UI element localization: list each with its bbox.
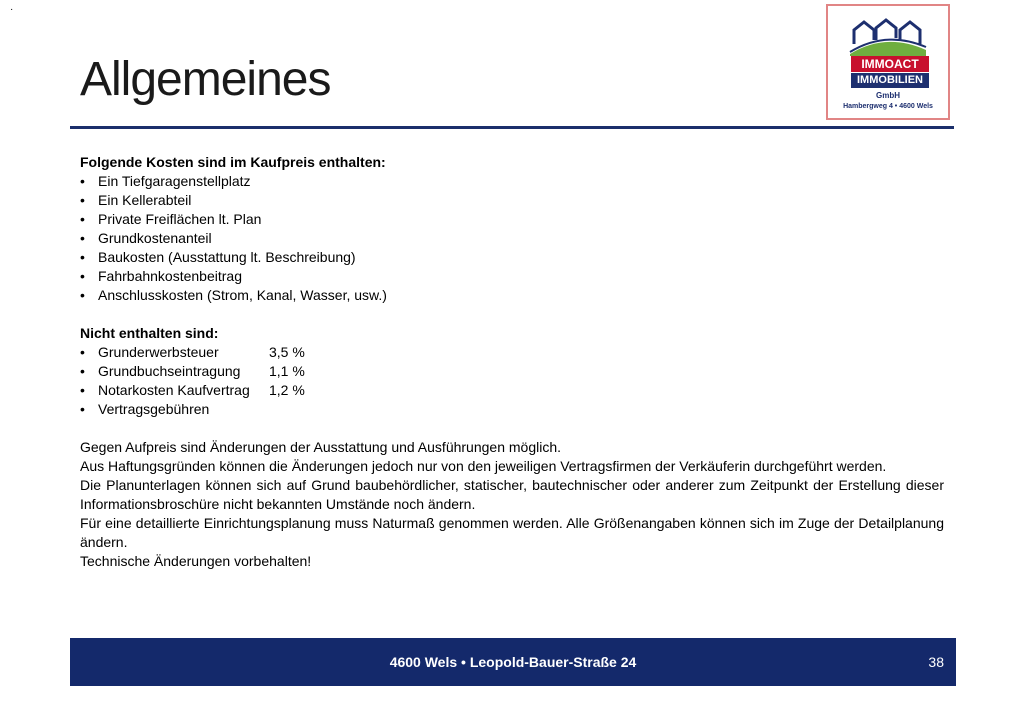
cost-value: 1,2 % [269, 382, 305, 398]
page-number: 38 [928, 654, 944, 670]
list-item: • Anschlusskosten (Strom, Kanal, Wasser, usw.) [80, 286, 944, 305]
list-item [80, 400, 944, 419]
excluded-list [80, 343, 944, 419]
note-paragraph: Die Planunterlagen können sich auf Grund baubehördlicher, statischer, bautechnischer oder anderer zum Zeitpunkt der Erstellung dieser Informationsbroschüre nicht bekannten Umstände noch ändern. [80, 477, 944, 512]
logo-gmbh: GmbH [876, 91, 900, 100]
decorative-dot: · [10, 4, 14, 15]
list-item: • Grundkostenanteil [80, 229, 944, 248]
footer-address: 4600 Wels • Leopold-Bauer-Straße 24 [389, 654, 637, 670]
included-list [80, 172, 944, 305]
list-item [80, 343, 944, 362]
included-heading: Folgende Kosten sind im Kaufpreis enthalten: [80, 154, 386, 170]
note-paragraph: Gegen Aufpreis sind Änderungen der Ausstattung und Ausführungen möglich. [80, 439, 562, 455]
list-item [80, 381, 944, 400]
list-item: • Fahrbahnkostenbeitrag [80, 267, 944, 286]
page-title: Allgemeines [80, 53, 331, 106]
cost-label: • Notarkosten Kaufvertrag [98, 382, 250, 398]
footer-bar [70, 638, 956, 686]
logo-address: Hambergweg 4 • 4600 Wels [843, 103, 933, 110]
list-item: • Baukosten (Ausstattung lt. Beschreibung) [80, 248, 944, 267]
list-item [80, 362, 944, 381]
note-paragraph: Aus Haftungsgründen können die Änderungen jedoch nur von den jeweiligen Vertragsfirmen der Verkäuferin durchgeführt werden. [80, 458, 887, 474]
cost-label: • Grundbuchseintragung [98, 363, 241, 379]
note-paragraph: Technische Änderungen vorbehalten! [80, 553, 312, 569]
cost-value: 1,1 % [269, 363, 305, 379]
list-item: • Ein Tiefgaragenstellplatz [80, 172, 944, 191]
list-item: • Private Freiflächen lt. Plan [80, 210, 944, 229]
houses-icon [846, 14, 930, 58]
cost-value: 3,5 % [269, 344, 305, 360]
company-logo [826, 4, 950, 120]
note-paragraph: Für eine detaillierte Einrichtungsplanung muss Naturmaß genommen werden. Alle Größenangaben können sich im Zuge der Detailplanung ändern. [80, 515, 944, 550]
cost-label: • Vertragsgebühren [98, 401, 210, 417]
content-body [80, 153, 944, 571]
title-divider [70, 126, 954, 129]
list-item: • Ein Kellerabteil [80, 191, 944, 210]
logo-name-line2: IMMOBILIEN [851, 73, 929, 88]
logo-name-line1: IMMOACT [851, 56, 929, 72]
excluded-heading: Nicht enthalten sind: [80, 325, 219, 341]
cost-label: • Grunderwerbsteuer [98, 344, 219, 360]
